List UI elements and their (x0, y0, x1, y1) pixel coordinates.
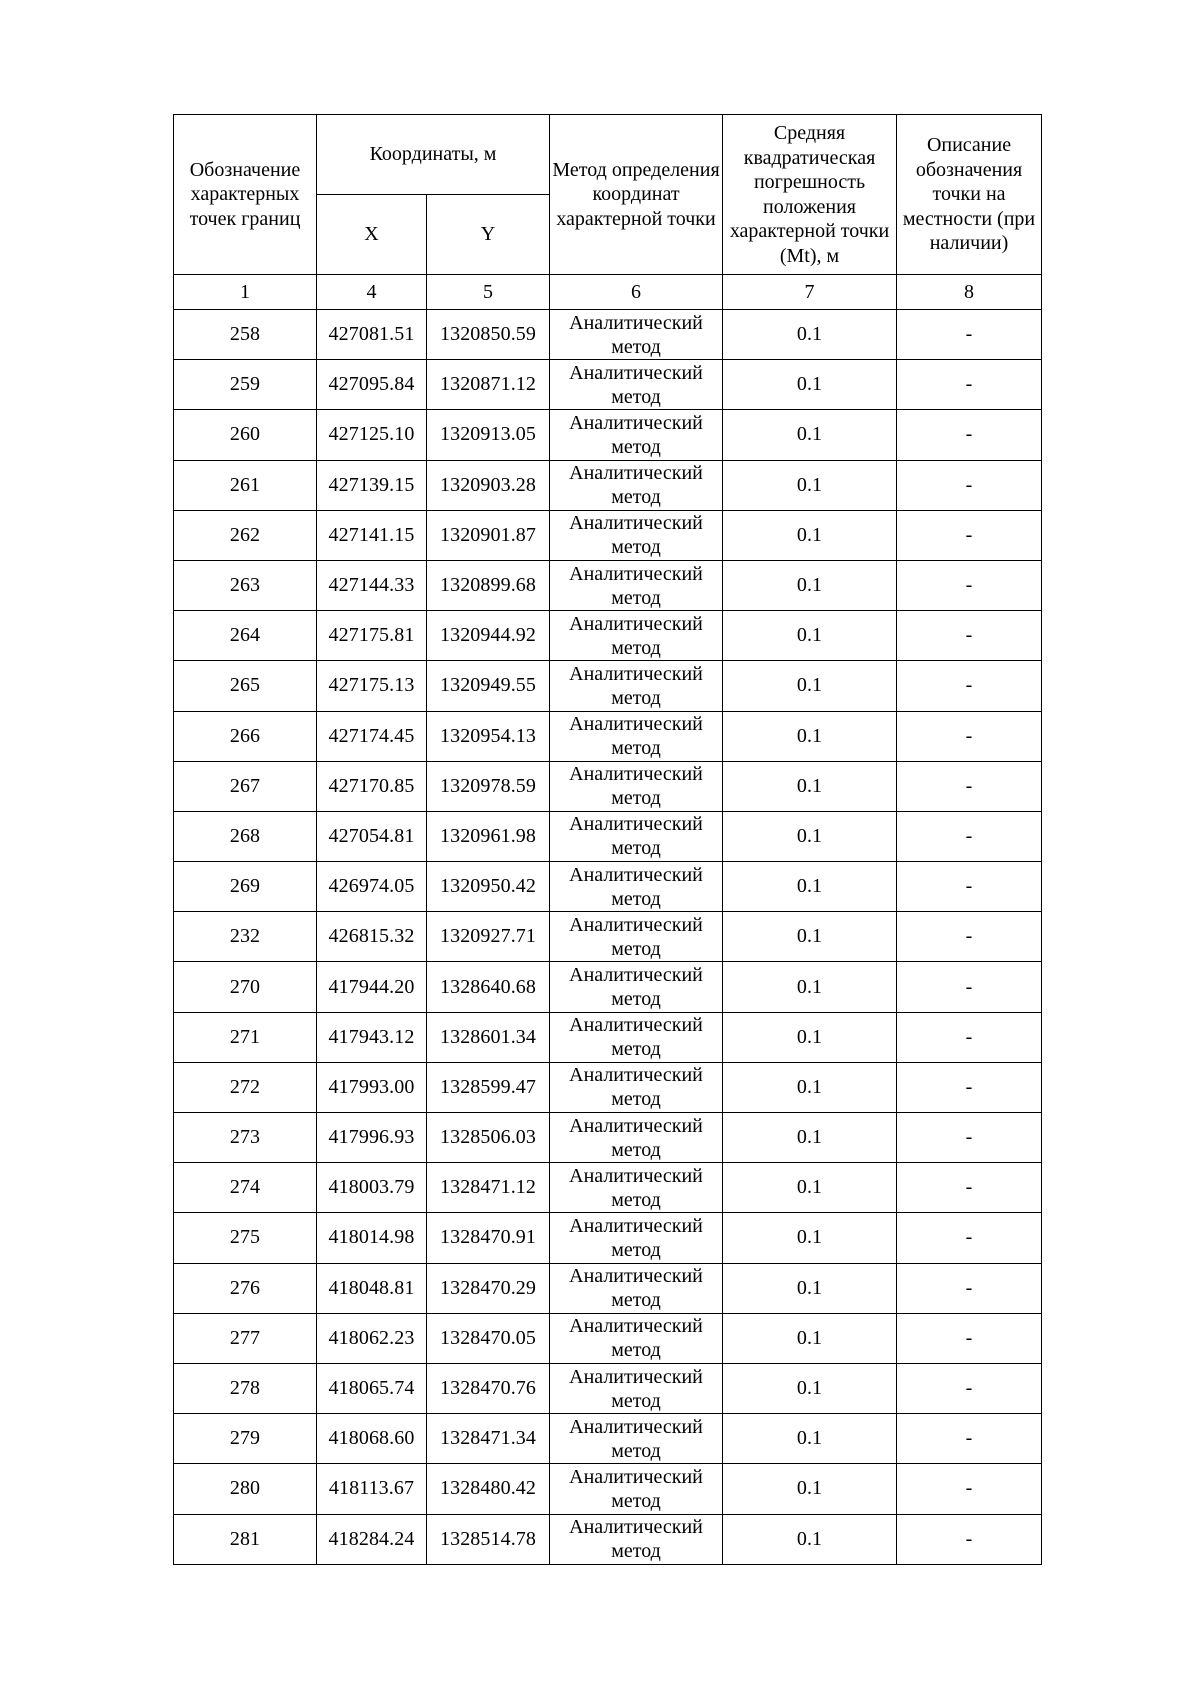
x-coordinate-cell: 418003.79 (317, 1163, 427, 1213)
method-text-line: метод (611, 486, 661, 509)
x-coordinate-cell: 427174.45 (317, 711, 427, 761)
header-description (897, 115, 1042, 275)
column-number: 5 (427, 275, 550, 310)
y-coordinate-cell: 1320927.71 (427, 912, 550, 962)
method-cell (550, 811, 723, 861)
x-coordinate-cell: 427054.81 (317, 811, 427, 861)
column-number: 8 (897, 275, 1042, 310)
table-row (174, 962, 1042, 1012)
table-row (174, 1514, 1042, 1564)
point-designation-cell: 273 (174, 1113, 317, 1163)
description-cell: - (897, 1062, 1042, 1112)
header-description-text: Описание обозначения точки на местности (при наличии) (902, 134, 1036, 255)
x-coordinate-cell: 418014.98 (317, 1213, 427, 1263)
header-method-text: Метод определения координат характерной точки (552, 158, 720, 230)
point-designation-cell: 269 (174, 862, 317, 912)
method-text-line: метод (611, 435, 661, 458)
method-cell (550, 761, 723, 811)
header-error-text: Средняя квадратическая погрешность положения характерной точки (Mt), м (729, 122, 890, 267)
point-designation-cell: 270 (174, 962, 317, 1012)
method-text-line: метод (611, 586, 661, 609)
error-cell: 0.1 (723, 1313, 897, 1363)
y-coordinate-cell: 1328601.34 (427, 1012, 550, 1062)
x-coordinate-cell: 417996.93 (317, 1113, 427, 1163)
description-cell: - (897, 1464, 1042, 1514)
x-coordinate-cell: 418113.67 (317, 1464, 427, 1514)
header-x: X (317, 195, 427, 275)
method-cell (550, 1263, 723, 1313)
error-cell: 0.1 (723, 1464, 897, 1514)
point-designation-cell: 232 (174, 912, 317, 962)
error-cell: 0.1 (723, 1213, 897, 1263)
error-cell: 0.1 (723, 560, 897, 610)
error-cell: 0.1 (723, 711, 897, 761)
y-coordinate-cell: 1320978.59 (427, 761, 550, 811)
method-text-line: Аналитический (569, 311, 703, 334)
table-body (174, 310, 1042, 1565)
x-coordinate-cell: 427170.85 (317, 761, 427, 811)
description-cell: - (897, 460, 1042, 510)
table-row (174, 360, 1042, 410)
header-method (550, 115, 723, 275)
table-row (174, 811, 1042, 861)
method-text-line: Аналитический (569, 361, 703, 384)
y-coordinate-cell: 1328470.91 (427, 1213, 550, 1263)
y-coordinate-cell: 1320871.12 (427, 360, 550, 410)
y-coordinate-cell: 1328506.03 (427, 1113, 550, 1163)
error-cell: 0.1 (723, 310, 897, 360)
method-cell (550, 1363, 723, 1413)
table-row (174, 912, 1042, 962)
method-cell (550, 1414, 723, 1464)
point-designation-cell: 259 (174, 360, 317, 410)
method-cell (550, 1464, 723, 1514)
error-cell: 0.1 (723, 1012, 897, 1062)
method-text-line: Аналитический (569, 1265, 703, 1288)
point-designation-cell: 278 (174, 1363, 317, 1413)
method-cell (550, 862, 723, 912)
header-y: Y (427, 195, 550, 275)
method-text-line: Аналитический (569, 1214, 703, 1237)
description-cell: - (897, 1313, 1042, 1363)
y-coordinate-cell: 1320944.92 (427, 611, 550, 661)
point-designation-cell: 280 (174, 1464, 317, 1514)
x-coordinate-cell: 427144.33 (317, 560, 427, 610)
column-number: 4 (317, 275, 427, 310)
point-designation-cell: 265 (174, 661, 317, 711)
x-coordinate-cell: 417943.12 (317, 1012, 427, 1062)
point-designation-cell: 268 (174, 811, 317, 861)
method-text-line: метод (611, 1489, 661, 1512)
error-cell: 0.1 (723, 761, 897, 811)
table-row (174, 460, 1042, 510)
description-cell: - (897, 661, 1042, 711)
point-designation-cell: 263 (174, 560, 317, 610)
method-text-line: Аналитический (569, 562, 703, 585)
method-text-line: метод (611, 837, 661, 860)
point-designation-cell: 275 (174, 1213, 317, 1263)
x-coordinate-cell: 427175.13 (317, 661, 427, 711)
error-cell: 0.1 (723, 1062, 897, 1112)
method-text-line: метод (611, 536, 661, 559)
point-designation-cell: 267 (174, 761, 317, 811)
method-text-line: метод (611, 636, 661, 659)
method-text-line: Аналитический (569, 1465, 703, 1488)
header-row-top (174, 115, 1042, 195)
method-text-line: метод (611, 937, 661, 960)
method-text-line: Аналитический (569, 612, 703, 635)
method-text-line: Аналитический (569, 1164, 703, 1187)
table-row (174, 1163, 1042, 1213)
column-number: 6 (550, 275, 723, 310)
method-cell (550, 310, 723, 360)
x-coordinate-cell: 427125.10 (317, 410, 427, 460)
method-text-line: метод (611, 988, 661, 1011)
x-coordinate-cell: 418284.24 (317, 1514, 427, 1564)
y-coordinate-cell: 1320949.55 (427, 661, 550, 711)
description-cell: - (897, 1213, 1042, 1263)
point-designation-cell: 262 (174, 510, 317, 560)
error-cell: 0.1 (723, 510, 897, 560)
method-text-line: метод (611, 787, 661, 810)
method-text-line: Аналитический (569, 1315, 703, 1338)
description-cell: - (897, 1363, 1042, 1413)
point-designation-cell: 260 (174, 410, 317, 460)
method-cell (550, 611, 723, 661)
y-coordinate-cell: 1328514.78 (427, 1514, 550, 1564)
x-coordinate-cell: 417944.20 (317, 962, 427, 1012)
method-cell (550, 1163, 723, 1213)
method-text-line: Аналитический (569, 1064, 703, 1087)
method-text-line: метод (611, 1289, 661, 1312)
point-designation-cell: 261 (174, 460, 317, 510)
description-cell: - (897, 310, 1042, 360)
header-coordinates (317, 115, 550, 195)
method-text-line: Аналитический (569, 512, 703, 535)
boundary-points-table (173, 114, 1042, 1565)
y-coordinate-cell: 1328470.29 (427, 1263, 550, 1313)
y-coordinate-cell: 1328471.34 (427, 1414, 550, 1464)
y-coordinate-cell: 1320903.28 (427, 460, 550, 510)
table-row (174, 1263, 1042, 1313)
table-row (174, 761, 1042, 811)
x-coordinate-cell: 427175.81 (317, 611, 427, 661)
description-cell: - (897, 962, 1042, 1012)
method-cell (550, 711, 723, 761)
description-cell: - (897, 410, 1042, 460)
table-row (174, 410, 1042, 460)
error-cell: 0.1 (723, 862, 897, 912)
point-designation-cell: 271 (174, 1012, 317, 1062)
header-designation (174, 115, 317, 275)
method-text-line: метод (611, 1138, 661, 1161)
x-coordinate-cell: 426815.32 (317, 912, 427, 962)
error-cell: 0.1 (723, 1113, 897, 1163)
description-cell: - (897, 611, 1042, 661)
y-coordinate-cell: 1328480.42 (427, 1464, 550, 1514)
method-text-line: Аналитический (569, 1415, 703, 1438)
method-text-line: Аналитический (569, 411, 703, 434)
description-cell: - (897, 1263, 1042, 1313)
description-cell: - (897, 711, 1042, 761)
table-row (174, 611, 1042, 661)
method-text-line: метод (611, 1339, 661, 1362)
table-row (174, 711, 1042, 761)
method-cell (550, 1213, 723, 1263)
point-designation-cell: 281 (174, 1514, 317, 1564)
method-text-line: Аналитический (569, 863, 703, 886)
method-text-line: Аналитический (569, 1365, 703, 1388)
table-header (174, 115, 1042, 310)
method-cell (550, 360, 723, 410)
method-text-line: метод (611, 335, 661, 358)
method-text-line: Аналитический (569, 763, 703, 786)
method-cell (550, 1514, 723, 1564)
method-text-line: Аналитический (569, 1114, 703, 1137)
point-designation-cell: 279 (174, 1414, 317, 1464)
table-row (174, 1363, 1042, 1413)
header-error (723, 115, 897, 275)
method-text-line: метод (611, 1238, 661, 1261)
description-cell: - (897, 1514, 1042, 1564)
x-coordinate-cell: 426974.05 (317, 862, 427, 912)
error-cell: 0.1 (723, 1514, 897, 1564)
error-cell: 0.1 (723, 1263, 897, 1313)
method-text-line: Аналитический (569, 462, 703, 485)
description-cell: - (897, 761, 1042, 811)
table-row (174, 1464, 1042, 1514)
error-cell: 0.1 (723, 460, 897, 510)
method-text-line: метод (611, 1038, 661, 1061)
description-cell: - (897, 560, 1042, 610)
method-text-line: метод (611, 1188, 661, 1211)
table-row (174, 1012, 1042, 1062)
x-coordinate-cell: 418065.74 (317, 1363, 427, 1413)
point-designation-cell: 277 (174, 1313, 317, 1363)
description-cell: - (897, 510, 1042, 560)
point-designation-cell: 276 (174, 1263, 317, 1313)
method-cell (550, 1062, 723, 1112)
x-coordinate-cell: 418048.81 (317, 1263, 427, 1313)
description-cell: - (897, 912, 1042, 962)
table-row (174, 310, 1042, 360)
column-number: 7 (723, 275, 897, 310)
method-text-line: метод (611, 1439, 661, 1462)
description-cell: - (897, 1163, 1042, 1213)
y-coordinate-cell: 1320913.05 (427, 410, 550, 460)
error-cell: 0.1 (723, 811, 897, 861)
header-designation-text: Обозначение характерных точек границ (189, 158, 301, 230)
method-cell (550, 912, 723, 962)
method-text-line: метод (611, 1389, 661, 1412)
table-row (174, 510, 1042, 560)
table-row (174, 1313, 1042, 1363)
method-cell (550, 1313, 723, 1363)
error-cell: 0.1 (723, 1363, 897, 1413)
column-number: 1 (174, 275, 317, 310)
method-text-line: Аналитический (569, 713, 703, 736)
table-row (174, 1213, 1042, 1263)
method-cell (550, 510, 723, 560)
description-cell: - (897, 1113, 1042, 1163)
method-text-line: метод (611, 887, 661, 910)
method-cell (550, 661, 723, 711)
method-text-line: Аналитический (569, 964, 703, 987)
description-cell: - (897, 1012, 1042, 1062)
error-cell: 0.1 (723, 611, 897, 661)
y-coordinate-cell: 1328640.68 (427, 962, 550, 1012)
point-designation-cell: 274 (174, 1163, 317, 1213)
point-designation-cell: 266 (174, 711, 317, 761)
x-coordinate-cell: 427081.51 (317, 310, 427, 360)
x-coordinate-cell: 427141.15 (317, 510, 427, 560)
table-row (174, 1062, 1042, 1112)
x-coordinate-cell: 427139.15 (317, 460, 427, 510)
y-coordinate-cell: 1320901.87 (427, 510, 550, 560)
method-cell (550, 560, 723, 610)
y-coordinate-cell: 1320899.68 (427, 560, 550, 610)
y-coordinate-cell: 1320961.98 (427, 811, 550, 861)
y-coordinate-cell: 1328470.76 (427, 1363, 550, 1413)
table-row (174, 1414, 1042, 1464)
description-cell: - (897, 811, 1042, 861)
error-cell: 0.1 (723, 1414, 897, 1464)
method-text-line: Аналитический (569, 813, 703, 836)
description-cell: - (897, 360, 1042, 410)
method-cell (550, 1113, 723, 1163)
y-coordinate-cell: 1328470.05 (427, 1313, 550, 1363)
error-cell: 0.1 (723, 661, 897, 711)
method-text-line: Аналитический (569, 1014, 703, 1037)
y-coordinate-cell: 1320850.59 (427, 310, 550, 360)
method-text-line: Аналитический (569, 913, 703, 936)
y-coordinate-cell: 1320950.42 (427, 862, 550, 912)
table-row (174, 560, 1042, 610)
method-text-line: Аналитический (569, 662, 703, 685)
method-text-line: метод (611, 1088, 661, 1111)
point-designation-cell: 264 (174, 611, 317, 661)
table-row (174, 862, 1042, 912)
method-text-line: метод (611, 385, 661, 408)
x-coordinate-cell: 427095.84 (317, 360, 427, 410)
method-text-line: Аналитический (569, 1516, 703, 1539)
y-coordinate-cell: 1328599.47 (427, 1062, 550, 1112)
error-cell: 0.1 (723, 410, 897, 460)
y-coordinate-cell: 1320954.13 (427, 711, 550, 761)
method-text-line: метод (611, 737, 661, 760)
method-cell (550, 460, 723, 510)
method-cell (550, 962, 723, 1012)
table-row (174, 661, 1042, 711)
error-cell: 0.1 (723, 360, 897, 410)
error-cell: 0.1 (723, 1163, 897, 1213)
point-designation-cell: 272 (174, 1062, 317, 1112)
header-coordinates-text: Координаты, м (369, 143, 497, 166)
table-row (174, 1113, 1042, 1163)
description-cell: - (897, 1414, 1042, 1464)
y-coordinate-cell: 1328471.12 (427, 1163, 550, 1213)
x-coordinate-cell: 417993.00 (317, 1062, 427, 1112)
error-cell: 0.1 (723, 962, 897, 1012)
x-coordinate-cell: 418068.60 (317, 1414, 427, 1464)
point-designation-cell: 258 (174, 310, 317, 360)
description-cell: - (897, 862, 1042, 912)
method-text-line: метод (611, 1540, 661, 1563)
column-number-row (174, 275, 1042, 310)
x-coordinate-cell: 418062.23 (317, 1313, 427, 1363)
error-cell: 0.1 (723, 912, 897, 962)
method-cell (550, 410, 723, 460)
method-cell (550, 1012, 723, 1062)
method-text-line: метод (611, 686, 661, 709)
